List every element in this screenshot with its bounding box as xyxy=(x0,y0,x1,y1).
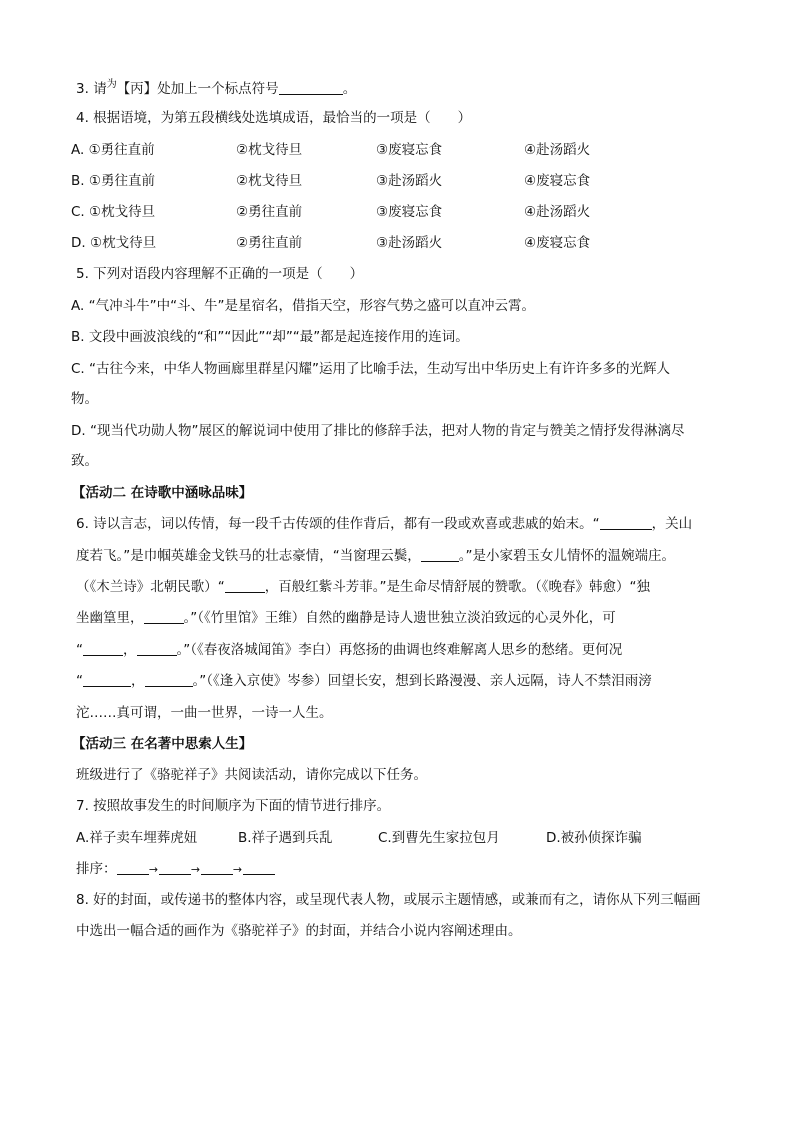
q7-option-a: A.祥子卖车埋葬虎妞 xyxy=(76,830,198,846)
q6-blank-2[interactable] xyxy=(421,548,459,562)
q6-blank-1[interactable] xyxy=(600,516,652,530)
q3-line xyxy=(76,76,356,98)
q3-number: 3. xyxy=(76,81,89,97)
q4-option-c-2: ②勇往直前 xyxy=(236,204,303,220)
q6-text: ，关山 xyxy=(651,516,693,532)
activity-two-heading: 【活动二 在诗歌中涵咏品味】 xyxy=(72,485,253,501)
q6-text: “ xyxy=(76,673,83,689)
q4-option-c-4: ④赴汤蹈火 xyxy=(524,204,591,220)
q7-order-blank-2[interactable] xyxy=(159,861,191,875)
q4-option-b-1: B. ①勇往直前 xyxy=(71,173,155,189)
q4-option-a-2: ②枕戈待旦 xyxy=(236,142,303,158)
q6-line6 xyxy=(76,672,652,690)
q6-text: 。”（《竹里馆》王维）自然的幽静是诗人遗世独立淡泊致远的心灵外化，可 xyxy=(183,610,616,626)
q5-option-d-line2: 致。 xyxy=(71,453,98,469)
q4-stem: 4. 根据语境，为第五段横线处选填成语，最恰当的一项是（ ） xyxy=(76,110,472,126)
q5-option-c-line2: 物。 xyxy=(71,391,98,407)
q4-option-b-4: ④废寝忘食 xyxy=(524,173,591,189)
q5-option-b: B. 文段中画波浪线的“和”“因此”“却”“最”都是起连接作用的连词。 xyxy=(71,329,469,345)
q5-option-c-line1: C. “古往今来，中华人物画廊里群星闪耀”运用了比喻手法，生动写出中华历史上有许许多多的光辉人 xyxy=(71,361,670,377)
q6-line3 xyxy=(76,578,650,596)
q4-option-d-4: ④废寝忘食 xyxy=(524,235,591,251)
q6-line2 xyxy=(76,547,675,565)
q3-tag: 【丙】 xyxy=(116,81,158,97)
q4-option-a-1: A. ①勇往直前 xyxy=(71,142,155,158)
q7-order-blank-3[interactable] xyxy=(201,861,233,875)
q6-text: 度若飞。”是巾帼英雄金戈铁马的壮志豪情，“当窗理云鬓， xyxy=(76,548,421,564)
q5-option-a: A. “气冲斗牛”中“斗、牛”是星宿名，借指天空，形容气势之盛可以直冲云霄。 xyxy=(71,298,536,314)
activity-three-heading: 【活动三 在名著中思索人生】 xyxy=(72,736,253,752)
q7-order-label: 排序： xyxy=(76,861,117,877)
q6-text: ， xyxy=(131,673,145,689)
q7-option-b: B.祥子遇到兵乱 xyxy=(238,830,333,846)
q6-blank-8[interactable] xyxy=(145,673,193,687)
q7-option-d: D.被孙侦探诈骗 xyxy=(546,830,642,846)
q4-option-c-1: C. ①枕戈待旦 xyxy=(71,204,156,220)
q8-line2: 中选出一幅合适的画作为《骆驼祥子》的封面，并结合小说内容阐述理由。 xyxy=(76,923,522,939)
q7-stem: 7. 按照故事发生的时间顺序为下面的情节进行排序。 xyxy=(76,798,391,814)
q3-answer-blank[interactable] xyxy=(279,81,343,95)
q6-blank-4[interactable] xyxy=(144,610,184,624)
q4-option-c-3: ③废寝忘食 xyxy=(376,204,443,220)
q6-text: 坐幽篁里， xyxy=(76,610,144,626)
q3-superscript: 为 xyxy=(106,79,117,90)
q6-text: ， xyxy=(123,642,137,658)
q4-option-d-2: ②勇往直前 xyxy=(236,235,303,251)
q6-text: 。”是小家碧玉女儿情怀的温婉端庄。 xyxy=(458,548,675,564)
q6-text: “ xyxy=(76,642,83,658)
q6-text: 。”（《春夜洛城闻笛》李白）再悠扬的曲调也终难解离人思乡的愁绪。更何况 xyxy=(176,642,623,658)
q7-order-blank-4[interactable] xyxy=(243,861,275,875)
q4-option-b-3: ③赴汤蹈火 xyxy=(376,173,443,189)
q6-text: ，百般红紫斗芳菲。”是生命尽情舒展的赞歌。（《晚春》韩愈）“独 xyxy=(264,579,650,595)
q4-option-a-4: ④赴汤蹈火 xyxy=(524,142,591,158)
q6-line1 xyxy=(76,515,692,533)
q6-line5 xyxy=(76,641,622,659)
q3-end: 。 xyxy=(342,81,357,97)
q7-order-line xyxy=(76,860,275,879)
activity-three-intro: 班级进行了《骆驼祥子》共阅读活动，请你完成以下任务。 xyxy=(76,767,427,783)
q5-option-d-line1: D. “现当代功勋人物”展区的解说词中使用了排比的修辞手法，把对人物的肯定与赞美之情抒发得淋漓尽 xyxy=(71,423,685,439)
q6-blank-3[interactable] xyxy=(225,579,265,593)
arrow-right-icon: → xyxy=(190,863,201,876)
q6-blank-7[interactable] xyxy=(83,673,131,687)
q5-stem: 5. 下列对语段内容理解不正确的一项是（ ） xyxy=(76,266,364,282)
q6-line4 xyxy=(76,609,616,627)
q6-blank-5[interactable] xyxy=(83,642,123,656)
q7-order-blank-1[interactable] xyxy=(117,861,149,875)
q4-option-d-1: D. ①枕戈待旦 xyxy=(71,235,157,251)
q6-text: 6. 诗以言志，词以传情，每一段千古传颂的佳作背后，都有一段或欢喜或悲戚的始末。“ xyxy=(76,516,600,532)
q6-text: 。”（《逢入京使》岑参）回望长安，想到长路漫漫、亲人远隔，诗人不禁泪雨滂 xyxy=(192,673,652,689)
q4-option-b-2: ②枕戈待旦 xyxy=(236,173,303,189)
q6-line7: 沱……真可谓，一曲一世界，一诗一人生。 xyxy=(76,705,333,721)
q4-option-a-3: ③废寝忘食 xyxy=(376,142,443,158)
q6-blank-6[interactable] xyxy=(137,642,177,656)
q3-post: 处加上一个标点符号 xyxy=(157,81,279,97)
q4-option-d-3: ③赴汤蹈火 xyxy=(376,235,443,251)
q6-text: （《木兰诗》北朝民歌）“ xyxy=(76,579,225,595)
q7-option-c: C.到曹先生家拉包月 xyxy=(378,830,500,846)
arrow-right-icon: → xyxy=(232,863,243,876)
q8-line1: 8. 好的封面，或传递书的整体内容，或呈现代表人物，或展示主题情感，或兼而有之，请你从下列三幅画 xyxy=(76,892,701,908)
q3-pre: 请 xyxy=(93,81,107,97)
arrow-right-icon: → xyxy=(148,863,159,876)
